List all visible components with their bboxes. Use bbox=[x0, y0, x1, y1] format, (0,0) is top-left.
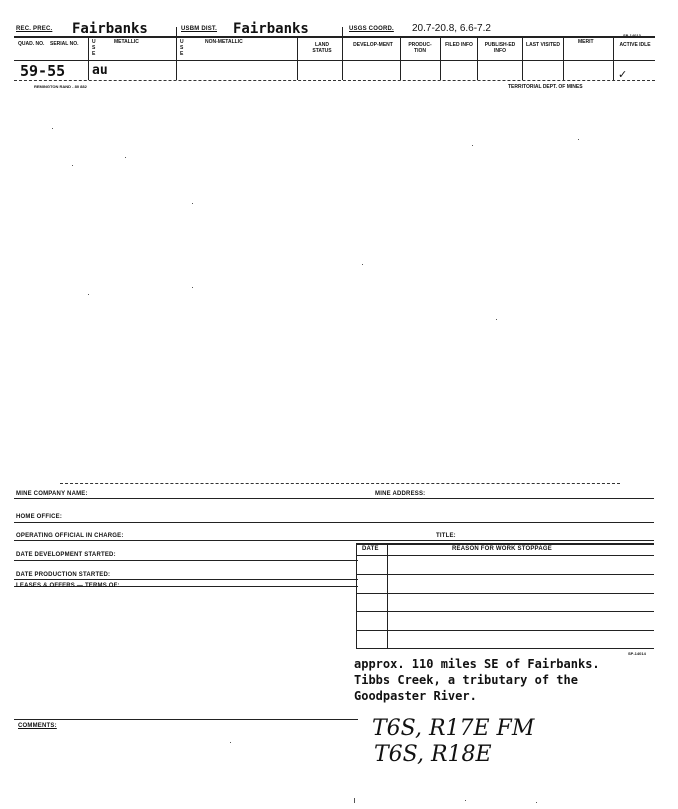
col-development: DEVELOP-MENT bbox=[353, 42, 393, 48]
col-merit: MERIT bbox=[578, 39, 594, 45]
leases-offers-label: LEASES & OFFERS — TERMS OF: bbox=[16, 583, 120, 589]
col-filed-info: FILED INFO bbox=[445, 42, 473, 48]
col-production: PRODUC-TION bbox=[408, 42, 432, 54]
location-line-3: Goodpaster River. bbox=[354, 689, 477, 703]
rec-prec-value: Fairbanks bbox=[72, 21, 148, 37]
col-last-visited: LAST VISITED bbox=[526, 42, 560, 48]
usbm-dist-value: Fairbanks bbox=[233, 21, 309, 37]
col-use-e: E bbox=[92, 51, 96, 57]
col-quad-no: QUAD. NO. bbox=[18, 41, 45, 47]
mine-address-label: MINE ADDRESS: bbox=[375, 491, 426, 497]
col-use-u2: U bbox=[180, 39, 184, 45]
department-label: TERRITORIAL DEPT. OF MINES bbox=[508, 84, 583, 90]
col-non-metallic: NON-METALLIC bbox=[205, 39, 243, 45]
form-number-back: SP-14014 bbox=[628, 651, 646, 656]
date-development-label: DATE DEVELOPMENT STARTED: bbox=[16, 552, 116, 558]
col-use-e2: E bbox=[180, 51, 184, 57]
col-use-u: U bbox=[92, 39, 96, 45]
operating-official-label: OPERATING OFFICIAL IN CHARGE: bbox=[16, 533, 124, 539]
col-use-s2: S bbox=[180, 45, 184, 51]
printer-mark: REMINGTON RAND - 80 882 bbox=[34, 84, 87, 89]
record-quad-serial: 59-55 bbox=[20, 62, 66, 80]
comments-label: COMMENTS: bbox=[18, 723, 57, 729]
date-col-header: DATE bbox=[362, 546, 379, 552]
col-metallic: METALLIC bbox=[114, 39, 139, 45]
home-office-label: HOME OFFICE: bbox=[16, 514, 63, 520]
handwritten-line-1: T6S, R17E FM bbox=[372, 716, 535, 741]
col-serial-no: SERIAL NO. bbox=[50, 41, 79, 47]
usbm-dist-label: USBM DIST. bbox=[181, 26, 218, 32]
date-production-label: DATE PRODUCTION STARTED: bbox=[16, 572, 111, 578]
title-label: TITLE: bbox=[436, 533, 456, 539]
location-line-2: Tibbs Creek, a tributary of the bbox=[354, 673, 578, 687]
location-line-1: approx. 110 miles SE of Fairbanks. bbox=[354, 657, 600, 671]
form-number-top: SP-14013 bbox=[623, 33, 641, 38]
handwritten-line-2: T6S, R18E bbox=[374, 742, 492, 767]
col-land-status: LAND STATUS bbox=[312, 42, 332, 54]
rec-prec-label: REC. PREC. bbox=[16, 26, 53, 32]
reason-col-header: REASON FOR WORK STOPPAGE bbox=[452, 546, 552, 552]
usgs-coord-value: 20.7-20.8, 6.6-7.2 bbox=[412, 23, 491, 34]
col-published-info: PUBLISH-ED INFO bbox=[484, 42, 516, 54]
col-active-idle: ACTIVE IDLE bbox=[619, 42, 651, 48]
col-use-s: S bbox=[92, 45, 96, 51]
record-metallic: au bbox=[92, 63, 108, 78]
mine-company-name-label: MINE COMPANY NAME: bbox=[16, 491, 88, 497]
usgs-coord-label: USGS COORD. bbox=[349, 26, 394, 32]
active-check-icon: ✓ bbox=[618, 69, 628, 81]
